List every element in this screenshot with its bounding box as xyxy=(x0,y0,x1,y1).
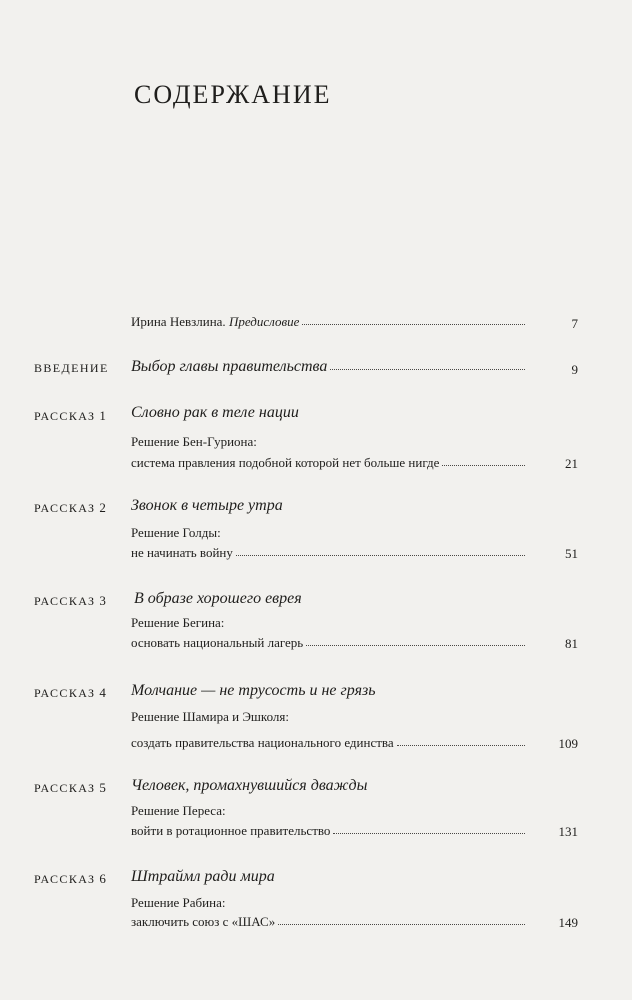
leader-dots xyxy=(333,833,525,834)
intro-entry xyxy=(131,358,525,376)
entry-label-story-6: РАССКАЗ 6 xyxy=(34,871,106,886)
entry-label-intro: ВВЕДЕНИЕ xyxy=(34,361,109,375)
leader-dots xyxy=(397,745,525,746)
story-1-subtitle: система правления подобной которой нет больше нигде xyxy=(131,455,525,471)
preface-entry xyxy=(131,314,525,330)
story-6-page-number: 149 xyxy=(558,915,578,930)
leader-dots xyxy=(442,465,525,466)
story-6-title: Штраймл ради мира xyxy=(131,868,275,885)
entry-label-story-2: РАССКАЗ 2 xyxy=(34,500,106,515)
story-2-decision: Решение Голды: xyxy=(131,525,221,540)
preface-author: Ирина Невзлина. xyxy=(131,314,226,329)
leader-dots xyxy=(306,645,525,646)
leader-dots xyxy=(302,324,525,325)
story-3-page-number: 81 xyxy=(565,636,578,651)
story-5-decision: Решение Переса: xyxy=(131,803,226,818)
story-5-title: Человек, промахнувшийся дважды xyxy=(131,777,368,794)
story-6-subtitle: заключить союз с «ШАС» xyxy=(131,914,525,930)
story-3-decision: Решение Бегина: xyxy=(131,615,225,630)
story-1-decision: Решение Бен-Гуриона: xyxy=(131,434,257,449)
story-4-decision: Решение Шамира и Эшколя: xyxy=(131,709,289,724)
story-6-decision: Решение Рабина: xyxy=(131,895,226,910)
story-4-page-number: 109 xyxy=(558,736,578,751)
leader-dots xyxy=(330,369,525,370)
story-3-title: В образе хорошего еврея xyxy=(134,590,302,607)
story-4-title: Молчание — не трусость и не грязь xyxy=(131,682,376,699)
preface-title: Предисловие xyxy=(228,314,300,329)
story-2-title: Звонок в четыре утра xyxy=(131,497,283,514)
story-1-title: Словно рак в теле нации xyxy=(131,404,299,421)
story-1-page-number: 21 xyxy=(565,456,578,471)
leader-dots xyxy=(236,555,525,556)
story-4-subtitle: создать правительства национального единства xyxy=(131,735,525,751)
preface-page-number: 7 xyxy=(571,316,578,331)
intro-page-number: 9 xyxy=(571,362,578,377)
story-5-page-number: 131 xyxy=(558,824,578,839)
page-title: СОДЕРЖАНИЕ xyxy=(134,80,332,109)
story-3-subtitle: основать национальный лагерь xyxy=(131,635,525,651)
story-2-page-number: 51 xyxy=(565,546,578,561)
entry-label-story-1: РАССКАЗ 1 xyxy=(34,408,106,423)
entry-label-story-4: РАССКАЗ 4 xyxy=(34,685,106,700)
leader-dots xyxy=(278,924,525,925)
entry-label-story-3: РАССКАЗ 3 xyxy=(34,593,106,608)
intro-title: Выбор главы правительства xyxy=(131,358,328,375)
story-5-subtitle: войти в ротационное правительство xyxy=(131,823,525,839)
story-2-subtitle: не начинать войну xyxy=(131,545,525,561)
entry-label-story-5: РАССКАЗ 5 xyxy=(34,780,106,795)
